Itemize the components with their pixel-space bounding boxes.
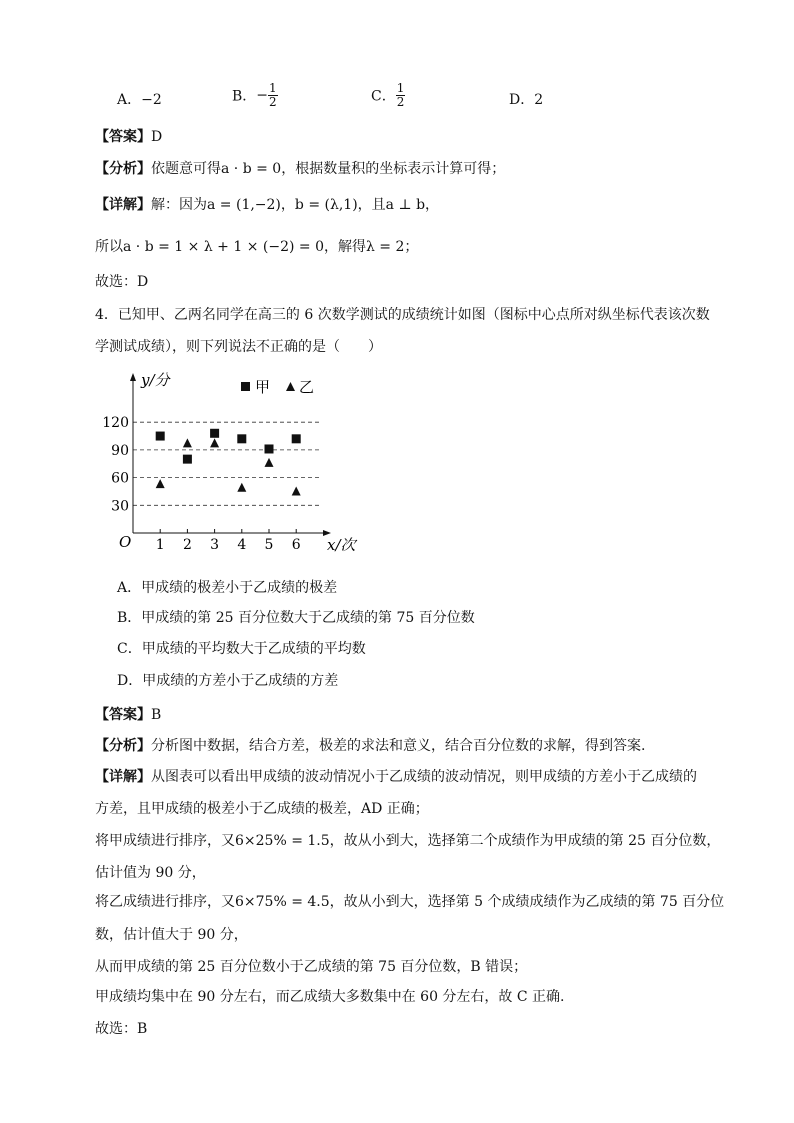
q4-detail-7: 从而甲成绩的第 25 百分位数小于乙成绩的第 75 百分位数，B 错误； (95, 959, 528, 975)
q3-analysis (95, 160, 505, 178)
detail-text: 所以 (95, 239, 123, 255)
option-c: C．甲成绩的平均数大于乙成绩的平均数 (117, 641, 366, 657)
y-tick-label: 90 (111, 442, 129, 459)
analysis-text: 依题意可得 (151, 161, 221, 177)
q4-detail-6: 数，估计值大于 90 分， (95, 927, 248, 943)
denominator: 2 (269, 95, 277, 109)
answer-tag: 【答案】 (95, 707, 151, 723)
q4-answer (95, 706, 161, 724)
q3-so (95, 238, 418, 256)
origin-label: O (119, 533, 132, 551)
math-expression: a · b = 0 (221, 161, 282, 177)
legend-jia-label: 甲 (255, 378, 271, 396)
choice-b (232, 82, 278, 109)
yi-point (292, 486, 301, 495)
math-expression: 6×75% = 4.5 (235, 894, 330, 910)
y-tick-label: 120 (102, 415, 129, 432)
detail-text: 将乙成绩进行排序，又 (95, 894, 235, 910)
choice-sign: − (256, 87, 269, 104)
math-expression: 6×25% = 1.5 (235, 833, 330, 849)
choice-value: 2 (534, 92, 544, 108)
yi-point (237, 483, 246, 492)
option-a: A．甲成绩的极差小于乙成绩的极差 (117, 580, 338, 596)
math-expression: b = (λ,1) (294, 197, 358, 213)
math-expression: a = (1,−2) (207, 197, 281, 213)
detail-text: ，故从小到大，选择第 5 个成绩成绩作为乙成绩的第 75 百分位 (329, 894, 725, 910)
choice-label: B． (232, 88, 257, 105)
q4-stem-line2: 学测试成绩），则下列说法不正确的是（ ） (95, 339, 382, 355)
q3-detail (95, 196, 439, 214)
detail-text: ， (280, 197, 295, 213)
jia-point (292, 434, 301, 443)
option-b: B．甲成绩的第 25 百分位数大于乙成绩的第 75 百分位数 (117, 610, 475, 626)
yi-point (183, 438, 192, 447)
x-tick-label: 2 (182, 537, 192, 553)
choice-c (371, 82, 405, 109)
y-axis-arrow (130, 373, 136, 381)
choice-label: A． (117, 92, 142, 108)
x-tick-label: 6 (291, 537, 301, 553)
jia-point (210, 429, 219, 438)
answer-tag: 【答案】 (95, 129, 151, 145)
yi-point (156, 479, 165, 488)
answer-value: D (151, 129, 163, 145)
q4-analysis (95, 737, 645, 755)
x-tick-label: 1 (155, 537, 165, 553)
analysis-tag: 【分析】 (95, 738, 151, 754)
q4-detail-2: 方差，且甲成绩的极差小于乙成绩的极差，AD 正确； (95, 801, 429, 817)
x-axis-label: x/次 (327, 536, 356, 554)
math-expression: a ⊥ b (385, 197, 426, 213)
yi-point (265, 458, 274, 467)
choice-d (509, 89, 543, 109)
choice-label: C． (371, 88, 396, 105)
detail-text: ，故从小到大，选择第二个成绩作为甲成绩的第 25 百分位数， (329, 833, 721, 849)
detail-tag: 【详解】 (95, 769, 151, 785)
detail-text: ； (404, 239, 419, 255)
answer-value: B (151, 707, 162, 723)
numerator: 1 (396, 81, 405, 95)
detail-text: ，且 (357, 197, 386, 213)
x-tick-label: 3 (210, 537, 220, 553)
x-tick-label: 4 (237, 537, 247, 553)
x-tick-label: 5 (264, 537, 274, 553)
detail-text: ，解得 (323, 239, 366, 255)
detail-text: 从图表可以看出甲成绩的波动情况小于乙成绩的波动情况，则甲成绩的方差小于乙成绩的 (151, 769, 697, 785)
fraction (268, 82, 278, 109)
option-d: D．甲成绩的方差小于乙成绩的方差 (117, 673, 339, 689)
choice-label: D． (509, 92, 535, 108)
fraction (396, 82, 406, 109)
detail-text: 解：因为 (151, 197, 207, 213)
y-tick-label: 60 (111, 470, 129, 487)
numerator: 1 (269, 81, 277, 95)
q3-answer (95, 128, 162, 146)
y-axis-label: y/分 (141, 371, 170, 389)
denominator: 2 (396, 95, 405, 109)
score-scatter-chart (102, 365, 375, 565)
choice-value: −2 (141, 92, 162, 108)
q3-choose: 故选：D (95, 274, 149, 290)
detail-tag: 【详解】 (95, 197, 151, 213)
analysis-text: 分析图中数据，结合方差，极差的求法和意义，结合百分位数的求解，得到答案. (151, 738, 646, 754)
detail-text: 将甲成绩进行排序，又 (95, 833, 235, 849)
math-expression: λ = 2 (365, 239, 405, 255)
legend-yi-marker (286, 382, 295, 391)
analysis-text: ，根据数量积的坐标表示计算可得； (281, 161, 506, 177)
detail-text: ， (425, 197, 440, 213)
yi-point (210, 438, 219, 447)
q4-detail-3 (95, 832, 720, 850)
choice-a (117, 89, 162, 109)
y-tick-label: 30 (111, 498, 129, 515)
analysis-tag: 【分析】 (95, 161, 151, 177)
jia-point (183, 455, 192, 464)
math-expression: a · b = 1 × λ + 1 × (−2) = 0 (123, 239, 324, 255)
jia-point (237, 434, 246, 443)
legend-yi-label: 乙 (299, 378, 315, 396)
q4-stem-line1: 4．已知甲、乙两名同学在高三的 6 次数学测试的成绩统计如图（图标中心点所对纵坐标代表该次数 (95, 307, 710, 323)
jia-point (156, 432, 165, 441)
q4-detail-8: 甲成绩均集中在 90 分左右，而乙成绩大多数集中在 60 分左右，故 C 正确. (95, 989, 565, 1005)
jia-point (265, 444, 274, 453)
q4-detail-4: 估计值为 90 分， (95, 865, 206, 881)
q4-detail-5 (95, 893, 724, 911)
q4-choose: 故选：B (95, 1021, 148, 1037)
q4-detail-1 (95, 768, 697, 786)
legend-jia-marker (241, 382, 250, 391)
